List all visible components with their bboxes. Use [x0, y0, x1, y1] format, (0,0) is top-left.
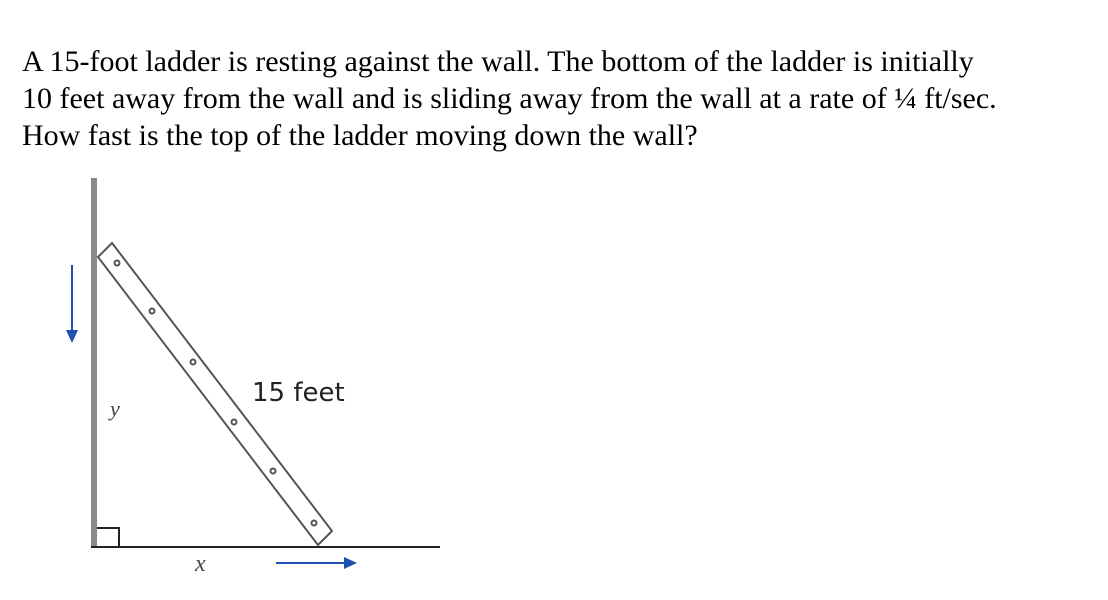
right-arrow-icon	[276, 557, 357, 569]
x-variable-label: x	[195, 551, 206, 577]
y-variable-label: y	[110, 396, 120, 421]
ladder-rivet	[232, 420, 237, 425]
wall	[91, 178, 97, 548]
problem-line-2: 10 feet away from the wall and is sliding away from the wall at a rate of ¼ ft/sec.	[22, 82, 997, 115]
problem-line-1: A 15-foot ladder is resting against the wall. The bottom of the ladder is initially	[22, 45, 974, 78]
ladder-rivet	[150, 309, 155, 314]
problem-line-3: How fast is the top of the ladder moving down the wall?	[22, 119, 698, 152]
ladder-length-label: 15 feet	[252, 378, 345, 408]
ladder-rivet	[271, 469, 276, 474]
ladder-rivet	[115, 261, 120, 266]
down-arrow-icon	[66, 265, 78, 343]
right-angle-marker	[97, 528, 119, 547]
ladder-rivet	[191, 360, 196, 365]
ladder-rivet	[312, 521, 317, 526]
